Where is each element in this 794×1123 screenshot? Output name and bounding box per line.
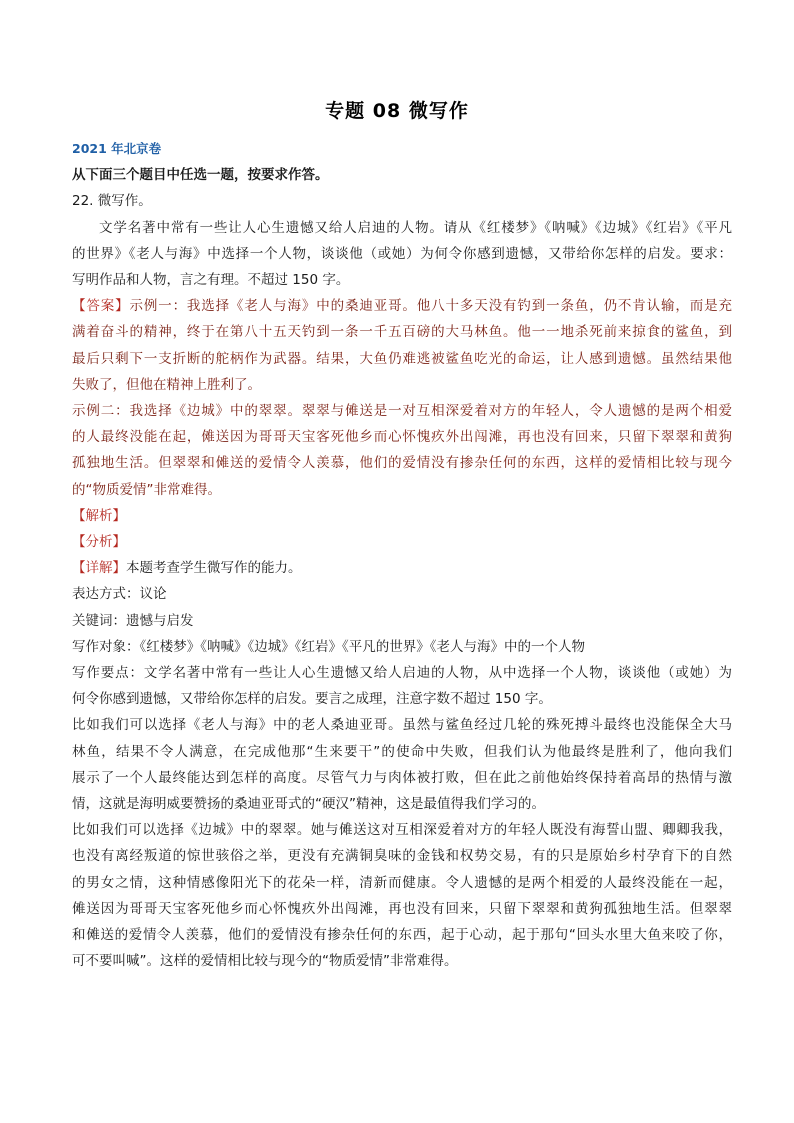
paragraph-line: 展示了一个人最终能达到怎样的高度。尽管气力与肉体被打败，但在此之前他始终保持着高昂的热情与激 (72, 769, 732, 786)
paragraph-line: 可不要叫喊”。这样的爱情相比较与现今的“物质爱情”非常难得。 (72, 953, 458, 970)
analysis-label: 【解析】 (72, 507, 126, 524)
answer-line: 最后只剩下一支折断的舵柄作为武器。结果，大鱼仍难逃被鲨鱼吃光的命运，让人感到遗憾。虽然结果他 (72, 350, 732, 367)
document-body (72, 136, 732, 975)
answer-line (72, 293, 732, 319)
expression-line: 表达方式：议论 (72, 586, 167, 603)
paragraph-line: 傩送因为哥哥天宝客死他乡而心怀愧疚外出闯滩，再也没有回来，只留下翠翠和黄狗孤独地生活。但翠翠 (72, 900, 732, 917)
detail-line (72, 555, 732, 581)
paragraph-line: 比如我们可以选择《边城》中的翠翠。她与傩送这对互相深爱着对方的年轻人既没有海誓山盟、卿卿我我， (72, 822, 732, 839)
target-line: 写作对象：《红楼梦》《呐喊》《边城》《红岩》《平凡的世界》《老人与海》中的一个人物 (72, 638, 585, 655)
answer-line: 满着奋斗的精神，终于在第八十五天钓到一条一千五百磅的大马林鱼。他一一地杀死前来掠食的鲨鱼，到 (72, 324, 732, 341)
paragraph-line: 的男女之情，这种情感像阳光下的花朵一样，清新而健康。令人遗憾的是两个相爱的人最终没能在一起， (72, 874, 732, 891)
paragraph-line: 也没有离经叛道的惊世骇俗之举，更没有充满铜臭味的金钱和权势交易，有的只是原始乡村孕育下的自然 (72, 848, 732, 865)
question-header (72, 188, 732, 214)
question-label: 微写作。 (97, 193, 152, 210)
question-line: 写明作品和人物，言之有理。不超过 150 字。 (72, 272, 350, 289)
instruction-text: 从下面三个题目中任选一题，按要求作答。 (72, 167, 329, 184)
paragraph-line: 比如我们可以选择《老人与海》中的老人桑迪亚哥。虽然与鲨鱼经过几轮的殊死搏斗最终也没能保全大马 (72, 717, 732, 734)
paragraph-line: 林鱼，结果不令人满意，在完成他那“生来要干”的使命中失败，但我们认为他最终是胜利了，他向我们 (72, 743, 732, 760)
answer-line: 的“物质爱情”非常难得。 (72, 481, 221, 498)
answer-line: 示例二：我选择《边城》中的翠翠。翠翠与傩送是一对互相深爱着对方的年轻人，令人遗憾的是两个相爱 (72, 403, 732, 420)
detail-label: 【详解】 (72, 560, 126, 577)
answer-line: 孤独地生活。但翠翠和傩送的爱情令人羡慕，他们的爱情没有掺杂任何的东西，这样的爱情相比较与现今 (72, 455, 732, 472)
detail-text: 本题考查学生微写作的能力。 (126, 560, 302, 577)
paragraph-line: 情，这就是海明威要赞扬的桑迪亚哥式的“硬汉”精神，这是最值得我们学习的。 (72, 796, 545, 813)
question-line: 的世界》《老人与海》中选择一个人物，谈谈他（或她）为何令你感到遗憾，又带给你怎样的启发。要求： (72, 245, 732, 262)
source-label: 2021 年北京卷 (72, 141, 162, 156)
question-number: 22. (72, 193, 94, 210)
paragraph-line: 和傩送的爱情令人羡慕，他们的爱情没有掺杂任何的东西，起于心动，起于那句“回头水里大鱼来咬了你， (72, 927, 732, 944)
page-title: 专题 08 微写作 (325, 100, 469, 122)
answer-line: 失败了，但他在精神上胜利了。 (72, 376, 261, 393)
keywords-line: 关键词：遗憾与启发 (72, 612, 194, 629)
answer-line: 的人最终没能在起，傩送因为哥哥天宝客死他乡而心怀愧疚外出闯滩，再也没有回来，只留下翠翠和黄狗 (72, 429, 732, 446)
points-line: 写作要点：文学名著中常有一些让人心生遗憾又给人启迪的人物，从中选择一个人物，谈谈他（或她）为 (72, 665, 732, 682)
question-line: 文学名著中常有一些让人心生遗憾又给人启迪的人物。请从《红楼梦》《呐喊》《边城》《红岩》《平凡 (99, 219, 732, 236)
fenxi-label: 【分析】 (72, 534, 126, 551)
answer-label: 【答案】 (72, 298, 130, 315)
answer-text: 示例一：我选择《老人与海》中的桑迪亚哥。他八十多天没有钓到一条鱼，仍不肯认输，而是充 (129, 298, 732, 315)
points-line: 何令你感到遗憾，又带给你怎样的启发。要言之成理，注意字数不超过 150 字。 (72, 691, 552, 708)
